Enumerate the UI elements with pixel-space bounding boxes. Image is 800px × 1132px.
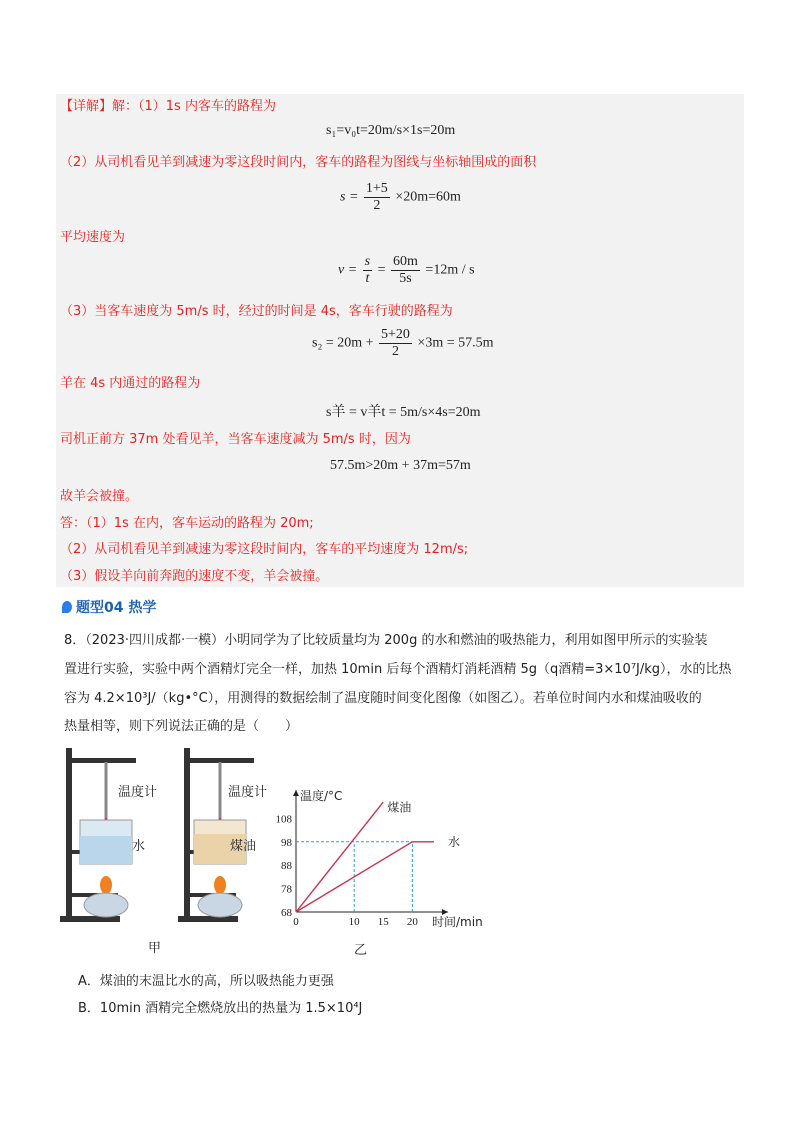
series-line-water xyxy=(296,842,434,912)
y-axis-arrow xyxy=(293,790,299,796)
question-line-3: 容为 4.2×10³J/（kg•°C），用测得的数据绘制了温度随时间变化图像（如图乙）。若单位时间内水和煤油吸收的 xyxy=(64,691,702,706)
answer-line-2: （2）从司机看见羊到减速为零这段时间内，客车的平均速度为 12m/s; xyxy=(60,542,469,557)
x-tick-label: 15 xyxy=(377,916,389,928)
equation-2: s = $\frac{1+5}{2}$ ×20m=60m xyxy=(340,181,461,213)
equation-1: s₁=v₀t=20m/s×1s=20m xyxy=(326,123,456,138)
section-heading: 题型04 热学 xyxy=(62,597,156,617)
question-line-1: 8．（2023·四川成都·一模）小明同学为了比较质量均为 200g 的水和燃油的吸热能力，利用如图甲所示的实验装 xyxy=(64,633,708,648)
equation-5: s羊 = v羊t = 5m/s×4s=20m xyxy=(326,405,481,420)
equation-3: v = $\frac{s}{t}$ = $\frac{60m}{5s}$ =12m / s xyxy=(338,254,475,286)
solution-line-3: 平均速度为 xyxy=(60,230,126,245)
option-b[interactable]: B．10min 酒精完全燃烧放出的热量为 1.5×10⁴J xyxy=(78,1001,363,1016)
question-line-4: 热量相等，则下列说法正确的是（ ） xyxy=(64,719,299,734)
pin-icon xyxy=(62,601,72,613)
svg-text:温度计: 温度计 xyxy=(228,785,268,800)
chart-caption: 乙 xyxy=(354,943,368,958)
stand-base-2 xyxy=(178,916,238,922)
solution-line-6: 司机正前方 37m 处看见羊，当客车速度减为 5m/s 时，因为 xyxy=(60,432,411,447)
series-line-kerosene xyxy=(296,802,383,912)
alcohol-lamp-1 xyxy=(84,893,128,917)
x-axis-label: 时间/min xyxy=(432,915,483,929)
series-label-kerosene: 煤油 xyxy=(387,800,412,815)
stand-arm-1 xyxy=(66,758,136,763)
y-tick-label: 78 xyxy=(281,883,292,896)
flame-1 xyxy=(100,876,112,894)
option-a[interactable]: A．煤油的末温比水的高，所以吸热能力更强 xyxy=(78,974,334,989)
flame-2 xyxy=(214,876,226,894)
alcohol-lamp-2 xyxy=(198,893,242,917)
answer-line-1: 答：（1）1s 在内，客车运动的路程为 20m; xyxy=(60,516,314,531)
equation-4: s₂ = 20m + $\frac{5+20}{2}$ ×3m = 57.5m xyxy=(312,327,494,359)
equation-6: 57.5m>20m + 37m=57m xyxy=(330,458,471,473)
temperature-chart xyxy=(272,782,483,960)
svg-text:甲: 甲 xyxy=(148,941,162,956)
y-tick-label: 108 xyxy=(275,813,292,826)
svg-text:煤油: 煤油 xyxy=(230,839,257,854)
x-tick-label: 10 xyxy=(348,916,360,928)
y-tick-label: 68 xyxy=(281,907,292,919)
series-label-water: 水 xyxy=(448,834,461,849)
x-tick-label: 20 xyxy=(406,916,418,928)
svg-text:温度计: 温度计 xyxy=(118,785,158,800)
solution-line-4: （3）当客车速度为 5m/s 时，经过的时间是 4s，客车行驶的路程为 xyxy=(60,304,453,319)
solution-line-7: 故羊会被撞。 xyxy=(60,489,139,504)
answer-line-3: （3）假设羊向前奔跑的速度不变，羊会被撞。 xyxy=(60,569,329,584)
y-axis-label: 温度/°C xyxy=(300,789,343,803)
x-tick-label: 0 xyxy=(293,916,299,928)
solution-line-5: 羊在 4s 内通过的路程为 xyxy=(60,376,201,391)
solution-line-1: 【详解】解：（1）1s 内客车的路程为 xyxy=(60,99,276,114)
svg-text:水: 水 xyxy=(132,839,146,854)
y-tick-label: 98 xyxy=(281,836,292,849)
question-line-2: 置进行实验，实验中两个酒精灯完全一样，加热 10min 后每个酒精灯消耗酒精 5g（q酒精=3×10⁷J/kg），水的比热 xyxy=(64,662,732,677)
y-tick-label: 88 xyxy=(281,860,292,873)
solution-line-2: （2）从司机看见羊到减速为零这段时间内，客车的路程为图线与坐标轴围成的面积 xyxy=(60,155,537,170)
apparatus-figure xyxy=(60,738,270,960)
